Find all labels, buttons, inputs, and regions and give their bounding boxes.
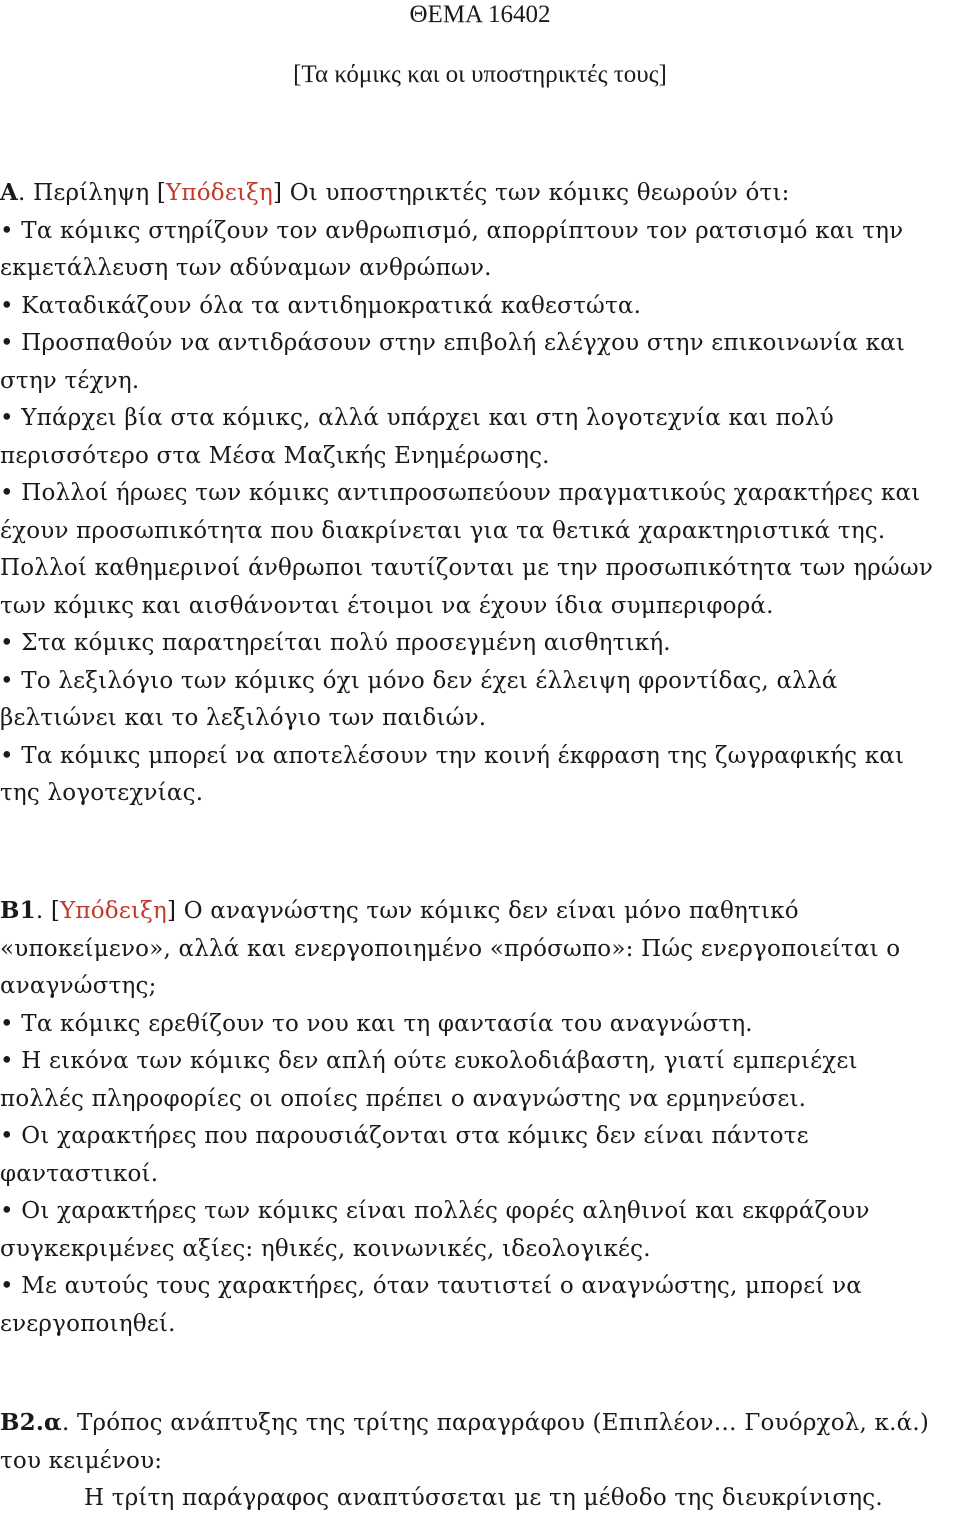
- list-item: • Στα κόμικς παρατηρείται πολύ προσεγμένη αισθητική.: [0, 630, 671, 656]
- list-item: • Τα κόμικς ερεθίζουν το νου και τη φαντασία του αναγνώστη.: [0, 1010, 753, 1037]
- list-item: • Με αυτούς τους χαρακτήρες, όταν ταυτιστεί ο αναγνώστης, μπορεί να ενεργοποιηθεί.: [0, 1273, 863, 1337]
- section-b1-hint-link[interactable]: Υπόδειξη: [60, 898, 168, 924]
- section-a-heading: [0, 174, 940, 213]
- list-item: • Οι χαρακτήρες των κόμικς είναι πολλές φορές αληθινοί και εκφράζουν συγκεκριμένες αξίες: ηθικές, κοινωνικές, ιδεολογικές.: [0, 1198, 870, 1262]
- section-b2-answer: Η τρίτη παράγραφος αναπτύσσεται με τη μέθοδο της διευκρίνισης.: [84, 1485, 883, 1511]
- section-b1-sep: . [: [35, 898, 61, 924]
- topic-subtitle: [Τα κόμικς και οι υποστηρικτές τους]: [293, 61, 667, 88]
- section-b2-intro: . Τρόπος ανάπτυξης της τρίτης παραγράφου (Επιπλέον… Γουόρχολ, κ.ά.) του κειμένου:: [0, 1410, 930, 1474]
- list-item: • Τα κόμικς στηρίζουν τον ανθρωπισμό, απορρίπτουν τον ρατσισμό και την εκμετάλλευση των αδύναμων ανθρώπων.: [0, 217, 904, 281]
- section-b2: [0, 1404, 940, 1518]
- list-item: • Υπάρχει βία στα κόμικς, αλλά υπάρχει και στη λογοτεχνία και πολύ περισσότερο στα Μέσα Μαζικής Ενημέρωσης.: [0, 405, 834, 469]
- section-a-intro: ] Οι υποστηρικτές των κόμικς θεωρούν ότι:: [273, 180, 790, 206]
- section-b1-heading: [0, 892, 940, 1006]
- list-item: • Τα κόμικς μπορεί να αποτελέσουν την κοινή έκφραση της ζωγραφικής και της λογοτεχνίας.: [0, 742, 905, 806]
- list-item: • Το λεξιλόγιο των κόμικς όχι μόνο δεν έχει έλλειψη φροντίδας, αλλά βελτιώνει και το λεξιλόγιο των παιδιών.: [0, 667, 838, 731]
- section-a: [0, 174, 940, 813]
- section-b1-intro: ] Ο αναγνώστης των κόμικς δεν είναι μόνο παθητικό «υποκείμενο», αλλά και ενεργοποιημένο «πρόσωπο»: Πώς ενεργοποιείται ο αναγνώστης;: [0, 898, 901, 999]
- list-item: • Καταδικάζουν όλα τα αντιδημοκρατικά καθεστώτα.: [0, 292, 642, 319]
- list-item: • Οι χαρακτήρες που παρουσιάζονται στα κόμικς δεν είναι πάντοτε φανταστικοί.: [0, 1123, 809, 1187]
- section-a-hint-link[interactable]: Υπόδειξη: [166, 180, 274, 206]
- list-item: • Η εικόνα των κόμικς δεν απλή ούτε ευκολοδιάβαστη, γιατί εμπεριέχει πολλές πληροφορίες οι οποίες πρέπει ο αναγνώστης να ερμηνεύσει.: [0, 1048, 858, 1112]
- section-b1: [0, 892, 940, 1343]
- section-b1-label: Β1: [0, 897, 36, 924]
- section-b2-heading: [0, 1404, 940, 1480]
- section-a-sep: . Περίληψη [: [18, 180, 167, 206]
- list-item: • Προσπαθούν να αντιδράσουν στην επιβολή ελέγχου στην επικοινωνία και στην τέχνη.: [0, 330, 906, 394]
- list-item: • Πολλοί ήρωες των κόμικς αντιπροσωπεύουν πραγματικούς χαρακτήρες και έχουν προσωπικότητα που διακρίνεται για τα θετικά χαρακτηριστικά της. Πολλοί καθημερινοί άνθρωποι ταυτίζονται με την προσωπικότητα των ηρώων των κόμικς και αισθάνονται έτοιμοι να έχουν ίδια συμπεριφορά.: [0, 480, 934, 619]
- section-a-label: Α: [0, 179, 19, 206]
- topic-title: ΘΕΜΑ 16402: [409, 1, 551, 28]
- section-b2-label: Β2.α: [0, 1409, 62, 1436]
